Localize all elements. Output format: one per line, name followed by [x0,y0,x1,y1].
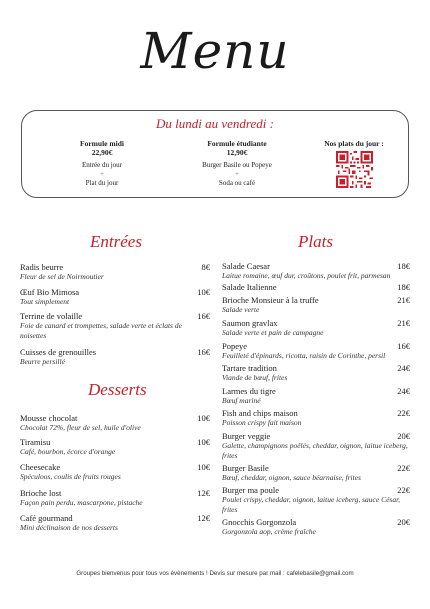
menu-item [20,287,210,307]
item-description: Feuilleté d'épinards, ricotta, raisin de Corinthe, persil [222,351,386,360]
item-description: Laitue romaine, œuf dur, croûtons, poulet frit, parmesan [222,271,391,280]
menu-item [222,408,410,428]
formula-line: Soda ou café [218,179,256,187]
formula-name: Formule midi [80,139,124,148]
item-description: Gorgonzola aop, crème fraîche [222,527,316,536]
item-description: Façon pain perdu, mascarpone, pistache [20,498,143,507]
item-name: Radis beurre [20,262,64,272]
item-description: Tout simplement [20,297,70,306]
menu-item [20,413,210,433]
item-description: Café, bourbon, écorce d'orange [20,447,116,456]
footer-note: Groupes bienvenus pour tous vos évènements ! Devis sur mesure par mail : cafelebasile@gmail.com [76,570,354,577]
formula-price: 22,90€ [91,148,113,157]
menu-item [222,341,410,361]
item-price: 22€ [397,463,410,473]
formula-midi [52,139,152,188]
item-description: Spéculoos, coulis de fruits rouges [20,472,121,481]
menu-item [20,488,210,508]
plats-heading: Plats [298,232,333,251]
item-name: Œuf Bio Mimosa [20,287,80,297]
item-price: 16€ [197,347,210,357]
formula-name: Formule étudiante [207,139,267,148]
menu-item [222,485,410,514]
item-price: 8€ [201,262,210,272]
item-description: Salade verte [222,305,260,314]
formula-plus: + [100,170,104,178]
item-price: 18€ [397,261,410,271]
desserts-heading: Desserts [88,380,147,399]
item-name: Cheesecake [20,462,61,472]
item-price: 18€ [397,282,410,292]
menu-item [222,386,410,406]
item-name: Cuisses de grenouilles [20,347,97,357]
daily-dishes-qr [314,139,394,191]
menu-item [20,513,210,533]
qr-code-icon[interactable] [336,151,373,188]
menu-item [20,462,210,482]
qr-label: Nos plats du jour : [324,139,384,148]
item-name: Saumon gravlax [222,318,278,328]
item-description: Viande de bœuf, frites [222,373,288,382]
menu-item [222,295,410,315]
item-description: Beurre persillé [20,357,65,366]
item-name: Brioche Monsieur à la truffe [222,295,319,305]
item-name: Tiramisu [20,437,51,447]
item-description: Foie de canard et trompettes, salade verte et éclats de noisettes [20,321,182,340]
item-description: Fleur de sel de Noirmoutier [20,272,104,281]
item-price: 10€ [197,287,210,297]
item-price: 10€ [197,437,210,447]
menu-item [20,262,210,282]
formula-line: Plat du jour [85,179,119,187]
menu-item [222,363,410,383]
item-price: 12€ [197,513,210,523]
item-price: 20€ [397,517,410,527]
item-price: 22€ [397,485,410,495]
item-price: 24€ [397,386,410,396]
item-price: 16€ [397,341,410,351]
formula-line: Burger Basile ou Popeye [202,161,272,169]
menu-item [222,318,410,338]
item-price: 21€ [397,318,410,328]
item-name: Brioche lost [20,488,62,498]
entrees-heading: Entrées [90,232,142,251]
item-description: Galette, champignons poêlés, cheddar, oignon, laitue iceberg, frites [222,441,408,460]
item-name: Popeye [222,341,248,351]
weekday-box-title: Du lundi au vendredi : [156,116,274,131]
item-name: Larmes du tigre [222,386,276,396]
item-name: Tartare tradition [222,363,277,373]
item-description: Poisson crispy fait maison [222,418,302,427]
item-description: Bœuf, cheddar, oignon, sauce béarnaise, frites [222,473,361,482]
menu-item [222,431,410,460]
item-price: 16€ [197,311,210,321]
item-name: Gnocchis Gorgonzola [222,517,297,527]
menu-item [222,261,410,281]
item-price: 21€ [397,295,410,305]
item-name: Salade Italienne [222,282,277,292]
item-name: Burger veggie [222,431,271,441]
item-price: 12€ [197,488,210,498]
item-price: 10€ [197,462,210,472]
item-name: Burger ma poule [222,485,279,495]
formula-line: Entrée du jour [81,161,123,169]
item-price: 20€ [397,431,410,441]
menu-item [20,311,210,340]
menu-item [20,437,210,457]
item-name: Salade Caesar [222,261,270,271]
formula-etudiante [177,139,297,188]
item-price: 22€ [397,408,410,418]
item-description: Poulet crispy, cheddar, oignon, laitue iceberg, sauce César, frites [222,495,401,514]
item-description: Mini déclinaison de nos desserts [20,523,118,532]
item-name: Burger Basile [222,463,269,473]
item-name: Mousse chocolat [20,413,78,423]
menu-item [222,282,410,292]
item-description: Bœuf mariné [222,396,261,405]
item-price: 10€ [197,413,210,423]
menu-item [20,347,210,367]
formula-price: 12,90€ [226,148,248,157]
item-name: Café gourmand [20,513,73,523]
menu-item [222,517,410,537]
menu-item [222,463,410,483]
weekday-formula-box [21,110,409,198]
item-description: Salade verte et pain de campagne [222,328,324,337]
item-description: Chocolat 72%, fleur de sel, huile d'olive [20,423,141,432]
item-price: 24€ [397,363,410,373]
item-name: Fish and chips maison [222,408,298,418]
item-name: Terrine de volaille [20,311,83,321]
formula-plus: + [235,170,239,178]
menu-title: Menu [140,22,290,80]
